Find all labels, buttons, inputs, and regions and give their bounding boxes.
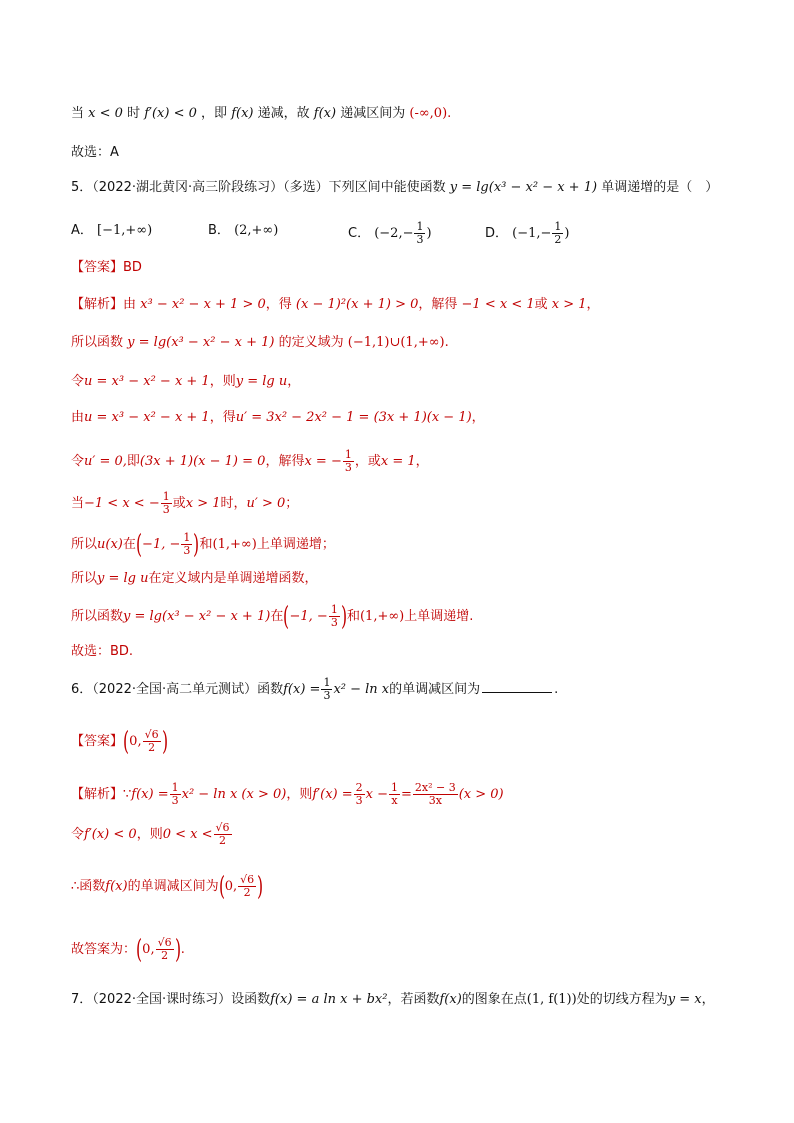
right-paren: ) [340, 601, 347, 632]
q6-analysis-line-1: 【解析】∵f(x) = $\frac{1}{3}$ x² − ln x (x > 0)，则f′(x) = $\frac{2}{3}$ x − $\frac{1}{x}$ = $\frac{\text{2x² − 3}}{3x}$ (x > 0) [71, 781, 504, 807]
fraction: $\frac{2}{3}$ [355, 781, 363, 807]
fraction: $\frac{1}{3}$ [416, 220, 424, 246]
q6-stem-text: 6．（2022·全国·高二单元测试）函数 [71, 682, 284, 697]
left-paren: ( [218, 871, 225, 902]
q5-analysis-line-2: 所以函数 y = lg(x³ − x² − x + 1) 的定义域为 (−1,1)∪(1,+∞). [71, 335, 449, 350]
intro-text: ，即 [201, 106, 228, 121]
math-fx: f(x) [313, 106, 337, 121]
q5-analysis-line-3: 令u = x³ − x² − x + 1，则y = lg u， [71, 374, 301, 389]
right-paren: ) [174, 934, 181, 965]
answer-tag: 【答案】 [71, 260, 124, 275]
left-paren: ( [283, 601, 290, 632]
q5-stem-text: 单调递增的是（ ） [601, 180, 719, 195]
q5-function: y = lg(x³ − x² − x + 1) [449, 180, 598, 195]
fraction: $\frac{\text{2x² − 3}}{3x}$ [414, 781, 456, 807]
q5-option-d [485, 221, 570, 246]
q6-answer: 【答案】(0, $\frac{√6}{2}$ ) [71, 726, 168, 757]
math-cond: x < 0 [88, 106, 123, 121]
q5-analysis-line-8: 所以y = lg u在定义域内是单调递增函数， [71, 571, 318, 586]
q4-conclusion: 故选：A [71, 145, 119, 160]
q5-option-b [208, 221, 278, 241]
q6-analysis-line-4: 故答案为：(0, $\frac{√6}{2}$ ). [71, 934, 185, 965]
answer-tag: 【答案】 [71, 734, 124, 749]
fraction: $\frac{1}{3}$ [183, 531, 191, 557]
left-paren: ( [135, 529, 143, 560]
right-paren: ) [193, 529, 200, 560]
option-label: C． [348, 226, 371, 241]
option-value: [−1,+∞) [97, 223, 153, 238]
right-paren: ) [161, 726, 168, 757]
fraction: $\frac{√6}{2}$ [240, 873, 255, 899]
intro-text: 递减，故 [257, 106, 310, 121]
q5-option-c [348, 221, 432, 246]
fraction: $\frac{1}{3}$ [162, 490, 170, 516]
q5-analysis-line-5: 令u′ = 0,即(3x + 1)(x − 1) = 0，解得x = − $\frac{1}{3}$ ，或x = 1， [71, 448, 429, 474]
intro-text: 当 [71, 106, 85, 121]
q7-stem-text: 7．（2022·全国·课时练习）设函数 [71, 992, 271, 1007]
option-label: A． [71, 223, 93, 238]
q6-analysis-line-3: ∴函数f(x)的单调减区间为(0, $\frac{√6}{2}$ ) [71, 871, 264, 902]
fraction: $\frac{1}{3}$ [344, 448, 352, 474]
math-fx: f(x) [231, 106, 254, 121]
q7-function: f(x) = a ln x + bx² [270, 992, 388, 1007]
q5-analysis-line-6: 当−1 < x < − $\frac{1}{3}$ 或x > 1时，u′ > 0； [71, 490, 299, 516]
q5-analysis-line-1: 【解析】由 x³ − x² − x + 1 > 0，得 (x − 1)²(x + 1) > 0，解得 −1 < x < 1或 x > 1， [71, 297, 600, 312]
option-value: (2,+∞) [234, 223, 279, 238]
intro-line [71, 104, 451, 124]
fraction: $\frac{1}{2}$ [554, 220, 562, 246]
analysis-tag: 【解析】 [71, 787, 124, 802]
q5-stem [71, 178, 718, 198]
left-paren: ( [123, 726, 130, 757]
option-value: ) [564, 226, 570, 241]
intro-text: 递减区间为 [340, 106, 406, 121]
q5-option-a [71, 221, 152, 241]
intro-text: 时 [127, 106, 141, 121]
fraction: $\frac{1}{3}$ [171, 781, 179, 807]
option-label: D． [485, 226, 509, 241]
math-derivative: f′(x) < 0 [144, 106, 197, 121]
analysis-tag: 【解析】 [71, 297, 124, 312]
left-paren: ( [136, 934, 143, 965]
q5-analysis-line-9: 所以函数y = lg(x³ − x² − x + 1)在(−1, − $\frac{1}{3}$ )和(1,+∞)上单调递增. [71, 601, 474, 632]
q5-analysis-line-7: 所以u(x)在(−1, − $\frac{1}{3}$ )和(1,+∞)上单调递增； [71, 529, 335, 560]
q5-analysis-line-4: 由u = x³ − x² − x + 1，得u′ = 3x² − 2x² − 1 = (3x + 1)(x − 1)， [71, 410, 485, 425]
answer-value: BD [123, 260, 142, 275]
q5-stem-text: 5．（2022·湖北黄冈·高三阶段练习）（多选）下列区间中能使函数 [71, 180, 446, 195]
fraction: $\frac{1}{3}$ [330, 603, 338, 629]
q5-conclusion: 故选：BD. [71, 644, 134, 659]
fraction: $\frac{√6}{2}$ [144, 728, 159, 754]
q6-stem: 6．（2022·全国·高二单元测试）函数f(x) = $\frac{1}{3}$ x² − ln x的单调减区间为 . [71, 676, 559, 702]
fraction: $\frac{1}{x}$ [390, 781, 398, 807]
decreasing-interval: (-∞,0). [409, 106, 452, 121]
option-value: (−1,− [512, 226, 552, 241]
option-value: ) [426, 226, 432, 241]
option-value: (−2,− [374, 226, 414, 241]
fraction: $\frac{√6}{2}$ [215, 821, 230, 847]
fraction: $\frac{√6}{2}$ [157, 936, 172, 962]
option-label: B． [208, 223, 230, 238]
q5-answer [71, 258, 142, 278]
answer-blank [482, 680, 552, 693]
q6-analysis-line-2: 令f′(x) < 0，则0 < x < $\frac{√6}{2}$ [71, 821, 230, 847]
right-paren: ) [257, 871, 264, 902]
q7-stem: 7．（2022·全国·课时练习）设函数f(x) = a ln x + bx²，若函数f(x)的图象在点(1, f(1))处的切线方程为y = x， [71, 992, 715, 1007]
fraction: $\frac{1}{3}$ [323, 676, 331, 702]
